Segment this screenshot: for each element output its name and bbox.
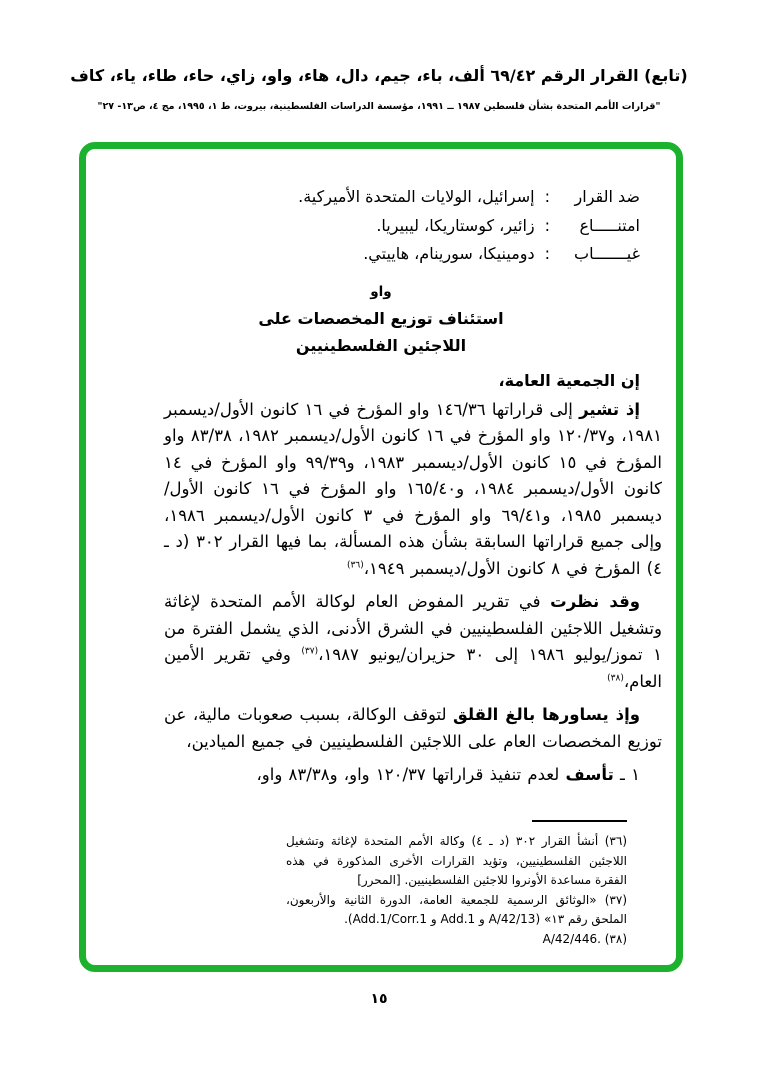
opening-phrase: إن الجمعية العامة، — [498, 370, 640, 390]
header-title: (تابع) القرار الرقم ٦٩/٤٢ ألف، باء، جيم، دال، هاء، واو، زاي، حاء، طاء، ياء، كاف — [70, 66, 688, 85]
vote-row-absent — [86, 240, 640, 269]
section-title-line2: اللاجئين الفلسطينيين — [295, 335, 467, 355]
vote-colon: : — [544, 244, 550, 263]
vote-row-against — [86, 183, 640, 212]
page-number: ١٥ — [370, 991, 388, 1007]
vote-row-abstain — [86, 212, 640, 241]
footnote-36: (٣٦) أنشأ القرار ٣٠٢ (د ـ ٤) وكالة الأمم المتحدة لإغاثة وتشغيل اللاجئين الفلسطينيين، وتؤيد القرارات الأخرى المذكورة في هذه الفقرة مساعدة الأونروا للاجئين الفلسطينيين. [المحرر] — [286, 834, 627, 887]
footnotes-section — [286, 820, 627, 949]
body-column — [164, 368, 662, 789]
vote-label: ضد القرار — [574, 187, 640, 206]
vote-colon: : — [544, 187, 550, 206]
section-letter: واو — [370, 283, 392, 300]
vote-label: امتنـــــاع — [579, 215, 640, 235]
vote-results — [86, 183, 640, 269]
vote-label: غيـــــــاب — [574, 244, 640, 263]
footnote-37: (٣٧) «الوثائق الرسمية للجمعية العامة، الدورة الثانية والأربعون، الملحق رقم ١٣» (A/42/13 و Add.1 و Add.1/Corr.1). — [286, 892, 627, 926]
vote-value: دومينيكا، سورينام، هاييتي. — [363, 244, 535, 263]
document-frame — [79, 142, 683, 972]
section-title-line1: استئناف توزيع المخصصات على — [258, 308, 504, 328]
vote-value: زائير، كوستاريكا، ليبيريا. — [376, 215, 535, 235]
vote-value: إسرائيل، الولايات المتحدة الأميركية. — [298, 187, 535, 206]
paragraph-deeply-concerned: وإذ يساورها بالغ القلق لتوقف الوكالة، بسبب صعوبات مالية، عن توزيع المخصصات العام على اللاجئين الفلسطينيين في جميع الميادين، — [164, 705, 662, 751]
footnote-separator-rule — [532, 820, 627, 822]
paragraph-having-examined: وقد نظرت في تقرير المفوض العام لوكالة الأمم المتحدة لإغاثة وتشغيل اللاجئين الفلسطينيين في الشرق الأدنى، الذي يشمل الفترة من ١ تموز/يوليو ١٩٨٦ إلى ٣٠ حزيران/يونيو ١٩٨٧،$^{(٣٧)}$ وفي تقرير الأمين العام،$^{(٣٨)}$ — [164, 592, 662, 691]
paragraph-recalling: إذ تشير إلى قراراتها ١٤٦/٣٦ واو المؤرخ في ١٦ كانون الأول/ديسمبر ١٩٨١، و١٢٠/٣٧ واو المؤرخ في ١٦ كانون الأول/ديسمبر ١٩٨٢، ٨٣/٣٨ واو المؤرخ في ١٥ كانون الأول/ديسمبر ١٩٨٣، و٩٩/٣٩ واو المؤرخ في ١٤ كانون الأول/ديسمبر ١٩٨٤، و١٦٥/٤٠ واو المؤرخ في ١٦ كانون الأول/ديسمبر ١٩٨٥، و٦٩/٤١ واو المؤرخ في ٣ كانون الأول/ديسمبر ١٩٨٦، وإلى جميع قراراتها السابقة بشأن هذه المسألة، بما فيها القرار ٣٠٢ (د ـ ٤) المؤرخ في ٨ كانون الأول/ديسمبر ١٩٤٩،$^{(٣٦)}$ — [164, 399, 663, 578]
footnote-38: (٣٨) A/42/446. — [542, 931, 627, 946]
paragraph-item-1: ١ ـ تأسف لعدم تنفيذ قراراتها ١٢٠/٣٧ واو، و٨٣/٣٨ واو، — [256, 765, 640, 784]
header-source-citation: "قرارات الأمم المتحدة بشأن فلسطين ١٩٨٧ ــ ١٩٩١، مؤسسة الدراسات الفلسطينية، بيروت، ط ١، ١٩٩٥، مج ٤، ص١٣- ٢٧" — [97, 101, 661, 112]
vote-colon: : — [544, 215, 550, 235]
